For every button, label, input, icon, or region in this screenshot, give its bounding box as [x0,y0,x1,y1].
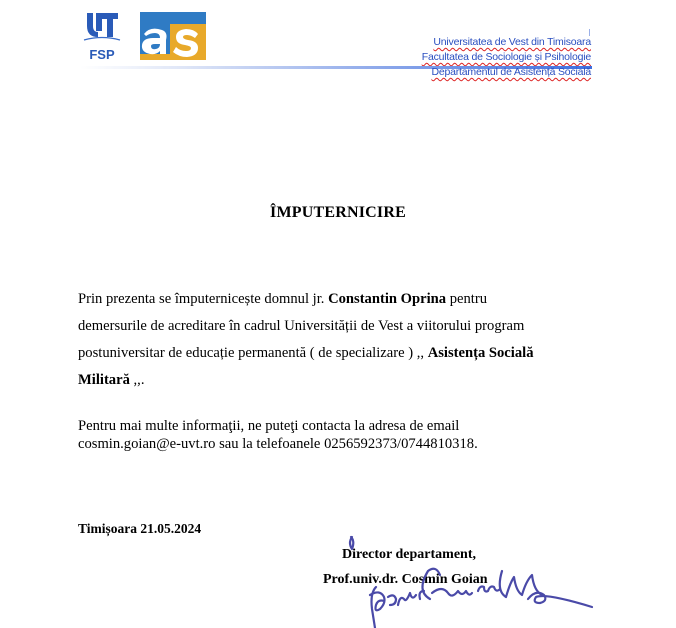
paragraph-line: Pentru mai multe informaţii, ne puteţi contacta la adresa de email [78,418,460,434]
as-logo [140,12,206,60]
place-and-date: Timișoara 21.05.2024 [78,521,202,536]
document-title: ÎMPUTERNICIRE [270,204,406,221]
paragraph-line [78,372,144,389]
paragraph-line [78,291,487,308]
program-name: Asistența Socială [427,345,534,361]
uvt-fsp-logo [82,10,122,62]
department-name: Departamentul de Asistență Socială [431,66,591,78]
program-name-continued: Militară [78,372,130,388]
text-fragment: . [474,436,478,452]
text-fragment: ,,. [129,372,145,388]
text-fragment: Prin prezenta se împuternicește domnul jr. [78,291,329,307]
signatory-name: Prof.univ.dr. Cosmin Goian [323,572,488,587]
authorized-person-name: Constantin Oprina [328,291,447,307]
paragraph-line: demersurile de acreditare în cadrul Universității de Vest a viitorului program [78,318,525,334]
signatory-role: Director departament, [342,547,476,562]
contact-phones: 0256592373/0744810318 [324,436,475,452]
text-fragment: postuniversitar de educație permanentă ( de specializare ) ,, [78,345,428,361]
fsp-text: FSP [89,47,115,62]
paragraph-line [78,345,534,362]
faculty-name: Facultatea de Sociologie și Psihologie [421,51,591,63]
text-cursor-mark [589,29,590,36]
text-fragment: pentru [446,291,487,307]
paragraph-line [78,436,478,453]
university-name: Universitatea de Vest din Timisoara [433,36,591,48]
text-fragment: sau la telefoanele [215,436,325,452]
contact-email[interactable]: cosmin.goian@e-uvt.ro [78,436,216,452]
uvt-mark-icon [84,13,120,40]
